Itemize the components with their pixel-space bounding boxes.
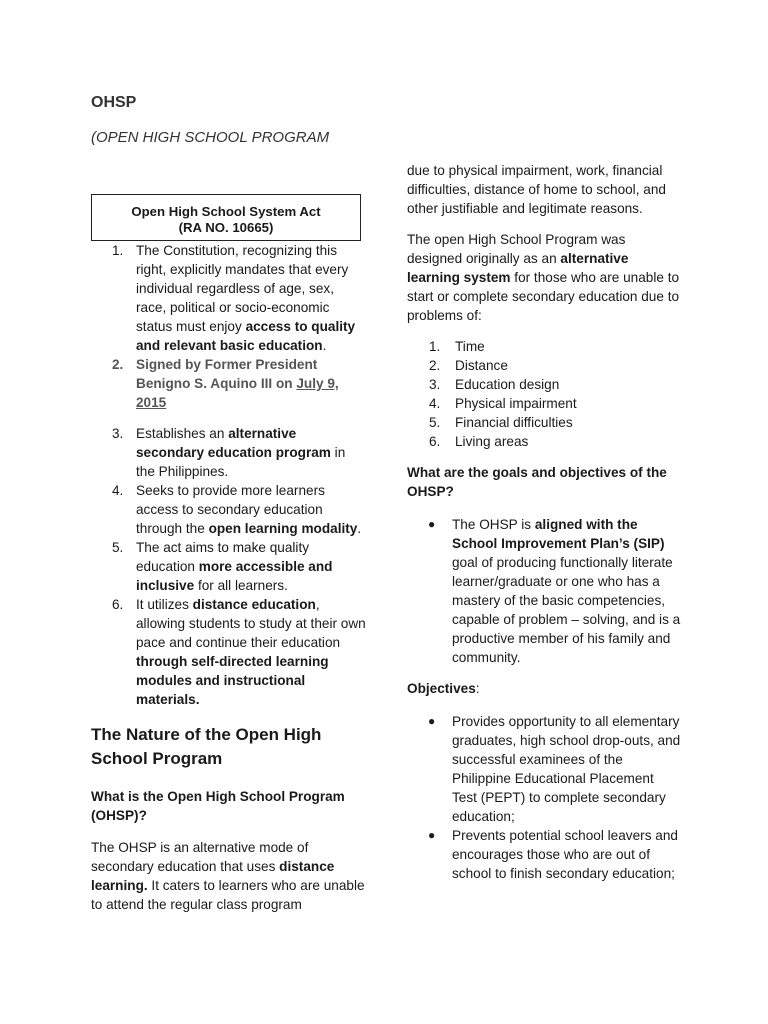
item-number: 4. [429,396,441,411]
item-text-end: for all learners. [194,578,288,593]
item-label: Physical impairment [455,396,577,411]
list-item [91,595,366,709]
item-number: 5. [112,540,124,555]
list-spacer [91,412,366,424]
item-emphasis-2: through self-directed learning modules and instructional materials. [136,654,329,707]
item-text: Signed by Former President Benigno S. Aquino III on [136,357,318,391]
bullet-icon: ● [428,714,436,728]
item-text-end: in the Philippines. [136,445,346,479]
item-label: Financial difficulties [455,415,573,430]
paragraph-emphasis: alternative learning system [407,251,629,285]
right-column [407,161,682,883]
item-number: 1. [429,339,441,354]
item-emphasis: access to quality and relevant basic education [136,319,356,353]
ohsp-definition-paragraph [91,838,366,914]
signing-date: July 9, 2015 [136,376,339,410]
objectives-list [407,712,682,883]
item-number: 2. [429,358,441,373]
list-item [407,712,682,826]
item-text: The OHSP is [452,517,535,532]
paragraph-text: The open High School Program was designed originally as an [407,232,626,266]
document-title: OHSP [91,94,137,111]
question-heading: What is the Open High School Program (OHSP)? [91,789,345,823]
item-text-end: . [357,521,362,536]
paragraph-text-end: It caters to learners who are unable to attend the regular class program [91,878,365,912]
item-emphasis: aligned with the School Improvement Plan’s (SIP) [452,517,665,551]
list-item [91,241,366,355]
act-provisions-list [91,241,366,709]
objectives-heading [407,679,682,698]
item-text: The Constitution, recognizing this right, explicitly mandates that every individual regardless of age, sex, race, political or socio-economic status must enjoy [136,243,349,334]
item-number: 6. [429,434,441,449]
item-number: 4. [112,483,124,498]
section-heading: The Nature of the Open High School Program [91,725,322,768]
list-item [407,356,682,375]
item-number: 6. [112,597,124,612]
goals-list [407,515,682,667]
paragraph-text-end: for those who are unable to start or complete secondary education due to problems of: [407,270,680,323]
bullet-icon: ● [428,828,436,842]
act-title-box [91,194,361,241]
objectives-colon: : [475,681,480,696]
list-item [407,432,682,451]
item-number: 1. [112,243,124,258]
list-item [91,424,366,481]
item-number: 5. [429,415,441,430]
item-number: 2. [112,357,124,372]
paragraph-continuation: due to physical impairment, work, financial difficulties, distance of home to school, and other justifiable and legitimate reasons. [407,163,666,216]
list-item [91,481,366,538]
bullet-icon: ● [428,517,436,531]
objectives-label: Objectives [407,681,476,696]
list-item [407,375,682,394]
list-item [407,394,682,413]
act-number: (RA NO. 10665) [178,220,274,235]
act-title: Open High School System Act [131,204,321,219]
item-text-end: goal of producing functionally literate learner/graduate or one who has a mastery of the basic competencies, capable of problem – solving, and is a productive member of his family and community. [452,555,681,665]
problems-list [407,337,682,451]
paragraph-emphasis: distance learning. [91,859,335,893]
item-text: The act aims to make quality education [136,540,310,574]
item-text: Prevents potential school leavers and encourages those who are out of school to finish secondary education; [452,828,678,881]
item-text-mid: , allowing students to study at their own pace and continue their education [136,597,366,650]
list-item [91,538,366,595]
item-emphasis: open learning modality [208,521,358,536]
question-heading: What are the goals and objectives of the OHSP? [407,465,667,499]
item-text: Provides opportunity to all elementary graduates, high school drop-outs, and successful examinees of the Philippine Educational Placement Test (PEPT) to complete secondary education; [452,714,681,824]
item-label: Education design [455,377,560,392]
item-label: Time [455,339,485,354]
item-emphasis: distance education [192,597,316,612]
item-emphasis: more accessible and inclusive [136,559,333,593]
item-text: Seeks to provide more learners access to secondary education through the [136,483,325,536]
list-item [91,355,366,412]
document-subtitle: (OPEN HIGH SCHOOL PROGRAM [91,129,330,146]
list-item [407,826,682,883]
paragraph-text: The OHSP is an alternative mode of secondary education that uses [91,840,309,874]
list-item [407,515,682,667]
left-column [91,194,366,914]
item-number: 3. [112,426,124,441]
list-item [407,413,682,432]
item-text: Establishes an [136,426,229,441]
list-item [407,337,682,356]
item-number: 3. [429,377,441,392]
item-emphasis: alternative secondary education program [136,426,331,460]
item-label: Distance [455,358,508,373]
item-text-end: . [322,338,327,353]
item-label: Living areas [455,434,529,449]
item-text: It utilizes [136,597,193,612]
design-paragraph [407,230,682,325]
